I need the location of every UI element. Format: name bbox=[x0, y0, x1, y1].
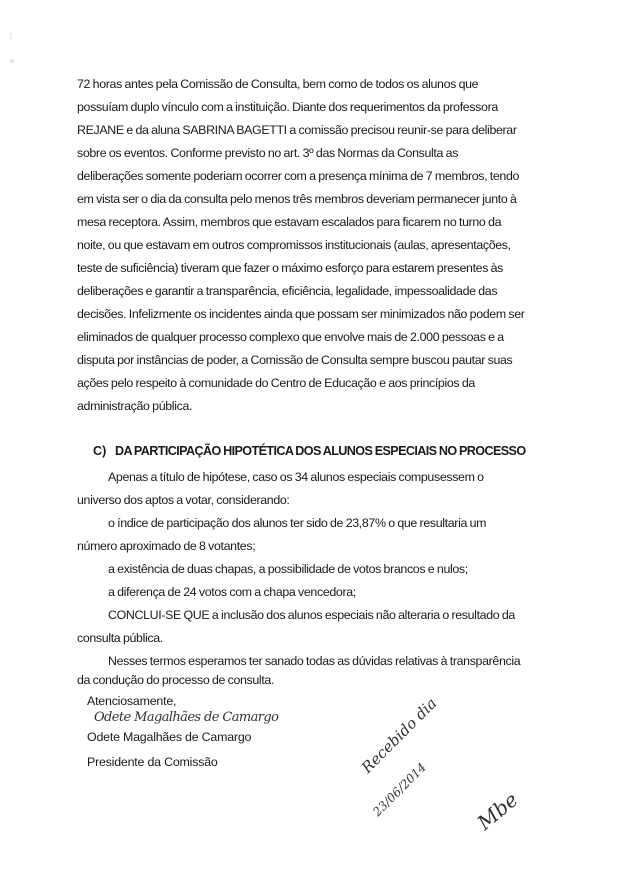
text-line: eliminados de qualquer processo complexo que envolve mais de 2.000 pessoas e a bbox=[77, 330, 504, 344]
intro-line: Apenas a título de hipótese, caso os 34 alunos especiais compusessem o bbox=[108, 470, 484, 484]
text-line: REJANE e da aluna SABRINA BAGETTI a comissão precisou reunir-se para deliberar bbox=[77, 123, 517, 137]
closing-line: da condução do processo de consulta. bbox=[77, 673, 275, 687]
text-line: administração pública. bbox=[77, 399, 193, 413]
text-line: possuíam duplo vínculo com a instituição. Diante dos requerimentos da professora bbox=[77, 100, 498, 114]
item-line: a existência de duas chapas, a possibilidade de votos brancos e nulos; bbox=[108, 562, 468, 576]
text-line: mesa receptora. Assim, membros que estavam escalados para ficarem no turno da bbox=[77, 215, 502, 229]
item-line: o índice de participação dos alunos ter sido de 23,87% o que resultaria um bbox=[108, 516, 487, 530]
section-heading bbox=[93, 440, 526, 462]
conclusion-line: CONCLUI-SE QUE a inclusão dos alunos especiais não alteraria o resultado da bbox=[108, 608, 515, 622]
text-line: disputa por instâncias de poder, a Comissão de Consulta sempre buscou pautar suas bbox=[77, 353, 513, 367]
receipt-note bbox=[350, 690, 550, 860]
receipt-initials: Mbe bbox=[472, 787, 523, 835]
conclusion-line: consulta pública. bbox=[77, 631, 163, 645]
receipt-date: 23/06/2014 bbox=[370, 760, 429, 819]
text-line: deliberações somente poderiam ocorrer com a presença mínima de 7 membros, tendo bbox=[77, 169, 520, 183]
receipt-text: Recebido dia bbox=[357, 694, 441, 777]
text-line: em vista ser o dia da consulta pelo menos três membros deveriam permanecer junto à bbox=[77, 192, 517, 206]
text-line: teste de suficiência) tiveram que fazer o máximo esforço para estarem presentes às bbox=[77, 261, 504, 275]
salutation: Atenciosamente, bbox=[87, 694, 177, 708]
text-line: decisões. Infelizmente os incidentes ainda que possam ser minimizados não podem ser bbox=[77, 307, 525, 321]
intro-line: universo dos aptos a votar, considerando: bbox=[77, 493, 290, 507]
signer-name: Odete Magalhães de Camargo bbox=[87, 730, 252, 744]
section-title: DA PARTICIPAÇÃO HIPOTÉTICA DOS ALUNOS ESPECIAIS NO PROCESSO bbox=[115, 444, 526, 458]
margin-mark: ⅇ bbox=[10, 58, 15, 65]
section-label: C) bbox=[93, 444, 107, 458]
margin-mark: ¦ bbox=[10, 33, 12, 40]
item-line: número aproximado de 8 votantes; bbox=[77, 539, 256, 553]
item-line: a diferença de 24 votos com a chapa vencedora; bbox=[108, 585, 356, 599]
signer-role: Presidente da Comissão bbox=[87, 755, 218, 769]
text-line: 72 horas antes pela Comissão de Consulta, bem como de todos os alunos que bbox=[77, 77, 479, 91]
closing-line: Nesses termos esperamos ter sanado todas as dúvidas relativas à transparência bbox=[108, 654, 521, 668]
text-line: noite, ou que estavam em outros compromissos institucionais (aulas, apresentações, bbox=[77, 238, 511, 252]
text-line: deliberações e garantir a transparência, eficiência, legalidade, impessoalidade das bbox=[77, 284, 498, 298]
text-line: sobre os eventos. Conforme previsto no art. 3º das Normas da Consulta as bbox=[77, 146, 459, 160]
text-line: ações pelo respeito à comunidade do Centro de Educação e aos princípios da bbox=[77, 376, 475, 390]
handwritten-signature: Odete Magalhães de Camargo bbox=[94, 710, 279, 725]
